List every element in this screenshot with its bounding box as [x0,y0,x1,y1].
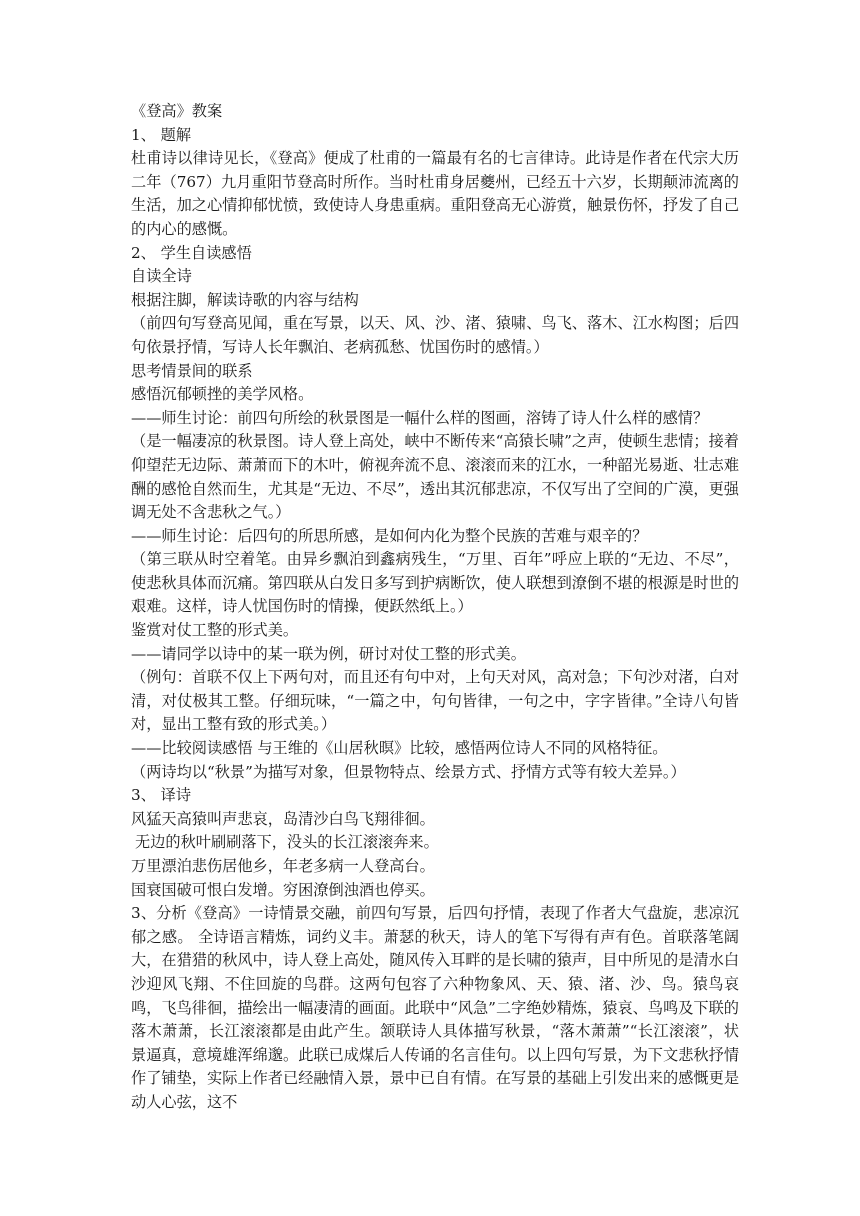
translation-line: 风猛天高猿叫声悲哀，岛清沙白鸟飞翔徘徊。 [131,809,435,828]
text-line: 根据注脚，解读诗歌的内容与结构 [131,290,359,309]
text-line: 鉴赏对仗工整的形式美。 [131,621,299,640]
translation-line: 万里漂泊悲伤居他乡，年老多病一人登高台。 [131,857,435,875]
section-heading-1: 1、 题解 [131,125,192,144]
translation-line: 国衰国破可恨白发增。穷困潦倒浊酒也停买。 [131,880,435,899]
discussion-line: ——师生讨论：后四句的所思所感，是如何内化为整个民族的苦难与艰辛的？ [131,526,648,545]
section-heading-3: 3、 译诗 [131,786,192,805]
paragraph-intro: 杜甫诗以律诗见长，《登高》便成了杜甫的一篇最有名的七言律诗。此诗是作者在代宗大历二年（767）九月重阳节登高时所作。当时杜甫身居夔州，已经五十六岁，长期颠沛流离的生活，加之心情抑郁忧愤，致使诗人身患重病。重阳登高无心游赏，触景伤怀，抒发了自己的内心的感慨。 [131,149,739,238]
paragraph: （第三联从时空着笔。由异乡飘泊到鑫病残生，“万里、百年”呼应上联的“无边、不尽”，使悲秋具体而沉痛。第四联从白发日多写到护病断饮，使人联想到潦倒不堪的根源是时世的艰难。这样，诗人忧国伤时的情操，便跃然纸上。） [131,550,739,616]
paragraph-analysis: 3、分析《登高》一诗情景交融，前四句写景，后四句抒情，表现了作者大气盘旋，悲凉沉郁之感。 全诗语言精炼，词约义丰。萧瑟的秋天，诗人的笔下写得有声有色。首联落笔阔大，在猎猎的秋风中，诗人登上高处，随风传入耳畔的是长啸的猿声，目中所见的是清水白沙迎风飞翔、不住回旋的鸟群。这两句包容了六种物象风、天、猿、渚、沙、鸟。猿鸟哀鸣，飞鸟徘徊，描绘出一幅凄清的画面。此联中“风急”二字绝妙精炼，猿哀、鸟鸣及下联的落木萧萧，长江滚滚都是由此产生。颔联诗人具体描写秋景，“落木萧萧”“长江滚滚”，状景逼真，意境雄浑绵邈。此联已成煤后人传诵的名言佳句。以上四句写景，为下文悲秋抒情作了铺垫，实际上作者已经融情入景，景中已自有情。在写景的基础上引发出来的感慨更是动人心弦，这不 [131,904,739,1111]
document-page [131,100,739,1115]
section-heading-2: 2、 学生自读感悟 [131,243,252,262]
paragraph: （前四句写登高见闻，重在写景，以天、风、沙、渚、猿啸、鸟飞、落木、江水构图；后四句依景抒情，写诗人长年飘泊、老病孤愁、忧国伤时的感情。） [131,314,739,356]
discussion-line: ——比较阅读感悟 与王维的《山居秋暝》比较，感悟两位诗人不同的风格特征。 [131,739,668,758]
text-line: 思考情景间的联系 [131,361,253,380]
text-line: 自读全诗 [131,267,192,286]
paragraph: （是一幅凄凉的秋景图。诗人登上高处，峡中不断传来“高猿长啸”之声，使顿生悲情；接着仰望茫无边际、萧萧而下的木叶，俯视奔流不息、滚滚而来的江水，一种韶光易逝、壮志难酬的感怆自然而生，尤其是“无边、不尽”，透出其沉郁悲凉，不仅写出了空间的广漠，更强调无处不含悲秋之气。） [131,432,739,522]
translation-line: 无边的秋叶刷刷落下，没头的长江滚滚奔来。 [135,833,439,852]
discussion-line: ——请同学以诗中的某一联为例，研讨对仗工整的形式美。 [131,644,526,663]
discussion-line: ——师生讨论：前四句所绘的秋景图是一幅什么样的图画，溶铸了诗人什么样的感情？ [131,408,709,427]
paragraph: （两诗均以“秋景”为描写对象，但景物特点、绘景方式、抒情方式等有较大差异。） [131,762,686,781]
text-line: 感悟沉郁顿挫的美学风格。 [131,385,314,404]
doc-title: 《登高》教案 [131,102,223,120]
paragraph: （例句：首联不仅上下两句对，而且还有句中对，上句天对风，高对急；下句沙对渚，白对清，对仗极其工整。仔细玩味，“一篇之中，句句皆律，一句之中，字字皆律。”全诗八句皆对，显出工整有致的形式美。） [131,668,739,734]
